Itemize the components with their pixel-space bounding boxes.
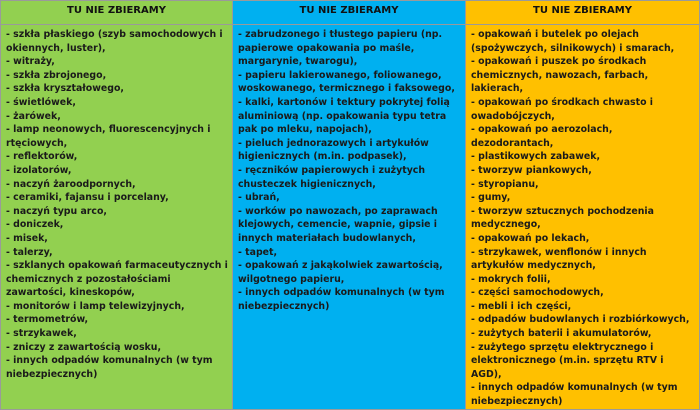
- list-item: - mokrych folii,: [471, 273, 551, 285]
- column-header: TU NIE ZBIERAMY: [233, 1, 465, 25]
- list-item: - lamp neonowych, fluorescencyjnych i rtęciowych,: [6, 124, 211, 149]
- list-item: - izolatorów,: [6, 164, 72, 176]
- column-header: TU NIE ZBIERAMY: [466, 1, 699, 25]
- list-item: - żarówek,: [6, 110, 61, 122]
- column-paper: [233, 1, 466, 409]
- excluded-items-list: [466, 25, 699, 409]
- list-item: - naczyń żaroodpornych,: [6, 178, 136, 190]
- list-item: - gumy,: [471, 192, 511, 204]
- list-item: - opakowań po lekach,: [471, 232, 590, 244]
- list-item: - innych odpadów komunalnych (w tym niebezpiecznych): [471, 382, 678, 408]
- list-item: - zniczy z zawartością wosku,: [6, 341, 162, 353]
- list-item: - odpadów budowlanych i rozbiórkowych,: [471, 314, 690, 326]
- list-item: - szklanych opakowań farmaceutycznych i chemicznych z pozostałościami zawartości, kineskopów,: [6, 260, 228, 299]
- list-item: - witraży,: [6, 56, 55, 68]
- list-item: - opakowań po środkach chwasto i owadobójczych,: [471, 96, 654, 122]
- list-item: - talerzy,: [6, 246, 53, 258]
- list-item: - reflektorów,: [6, 151, 78, 163]
- list-item: - mebli i ich części,: [471, 300, 572, 312]
- list-item: - naczyń typu arco,: [6, 205, 107, 217]
- list-item: - pieluch jednorazowych i artykułów higienicznych (m.in. podpasek),: [238, 137, 429, 163]
- list-item: - opakowań i puszek po środkach chemicznych, nawozach, farbach, lakierach,: [471, 56, 649, 95]
- column-plastics-metals: [466, 1, 699, 409]
- list-item: - zużytego sprzętu elektrycznego i elektronicznego (m.in. sprzętu RTV i AGD),: [471, 341, 664, 380]
- column-header: TU NIE ZBIERAMY: [1, 1, 232, 25]
- list-item: - monitorów i lamp telewizyjnych,: [6, 300, 185, 312]
- list-item: - doniczek,: [6, 219, 64, 231]
- list-item: - worków po nawozach, po zaprawach klejowych, cemencie, wapnie, gipsie i innych materiałach budowlanych,: [238, 205, 438, 244]
- list-item: - tapet,: [238, 246, 278, 258]
- list-item: - tworzyw sztucznych pochodzenia medycznego,: [471, 205, 654, 231]
- list-item: - ręczników papierowych i zużytych chusteczek higienicznych,: [238, 164, 426, 190]
- excluded-items-list: [233, 25, 465, 313]
- list-item: - strzykawek,: [6, 328, 77, 340]
- list-item: - plastikowych zabawek,: [471, 151, 601, 163]
- list-item: - kalki, kartonów i tektury pokrytej folią aluminiową (np. opakowania typu tetra pak po mleku, napojach),: [238, 96, 450, 136]
- list-item: - świetlówek,: [6, 96, 76, 108]
- list-item: - ceramiki, fajansu i porcelany,: [6, 192, 169, 204]
- list-item: - ubrań,: [238, 192, 280, 204]
- list-item: - innych odpadów komunalnych (w tym niebezpiecznych): [6, 355, 213, 380]
- list-item: - zabrudzonego i tłustego papieru (np. papierowe opakowania po maśle, margarynie, twarogu),: [238, 29, 443, 68]
- list-item: - tworzyw piankowych,: [471, 164, 592, 176]
- list-item: - opakowań z jakąkolwiek zawartością, wilgotnego papieru,: [238, 260, 443, 285]
- list-item: - misek,: [6, 232, 48, 244]
- list-item: - papieru lakierowanego, foliowanego, woskowanego, termicznego i faksowego,: [238, 69, 455, 95]
- list-item: - szkła płaskiego (szyb samochodowych i okiennych, luster),: [6, 29, 223, 54]
- list-item: - opakowań i butelek po olejach (spożywczych, silnikowych) i smarach,: [471, 29, 675, 54]
- list-item: - części samochodowych,: [471, 287, 604, 299]
- list-item: - termometrów,: [6, 314, 89, 326]
- list-item: - szkła zbrojonego,: [6, 69, 107, 81]
- list-item: - zużytych baterii i akumulatorów,: [471, 328, 652, 340]
- list-item: - strzykawek, wenflonów i innych artykułów medycznych,: [471, 246, 647, 272]
- excluded-items-list: [1, 25, 232, 381]
- list-item: - innych odpadów komunalnych (w tym niebezpiecznych): [238, 287, 445, 312]
- list-item: - opakowań po aerozolach, dezodorantach,: [471, 124, 613, 149]
- column-glass: [1, 1, 233, 409]
- list-item: - styropianu,: [471, 178, 539, 190]
- list-item: - szkła kryształowego,: [6, 83, 124, 95]
